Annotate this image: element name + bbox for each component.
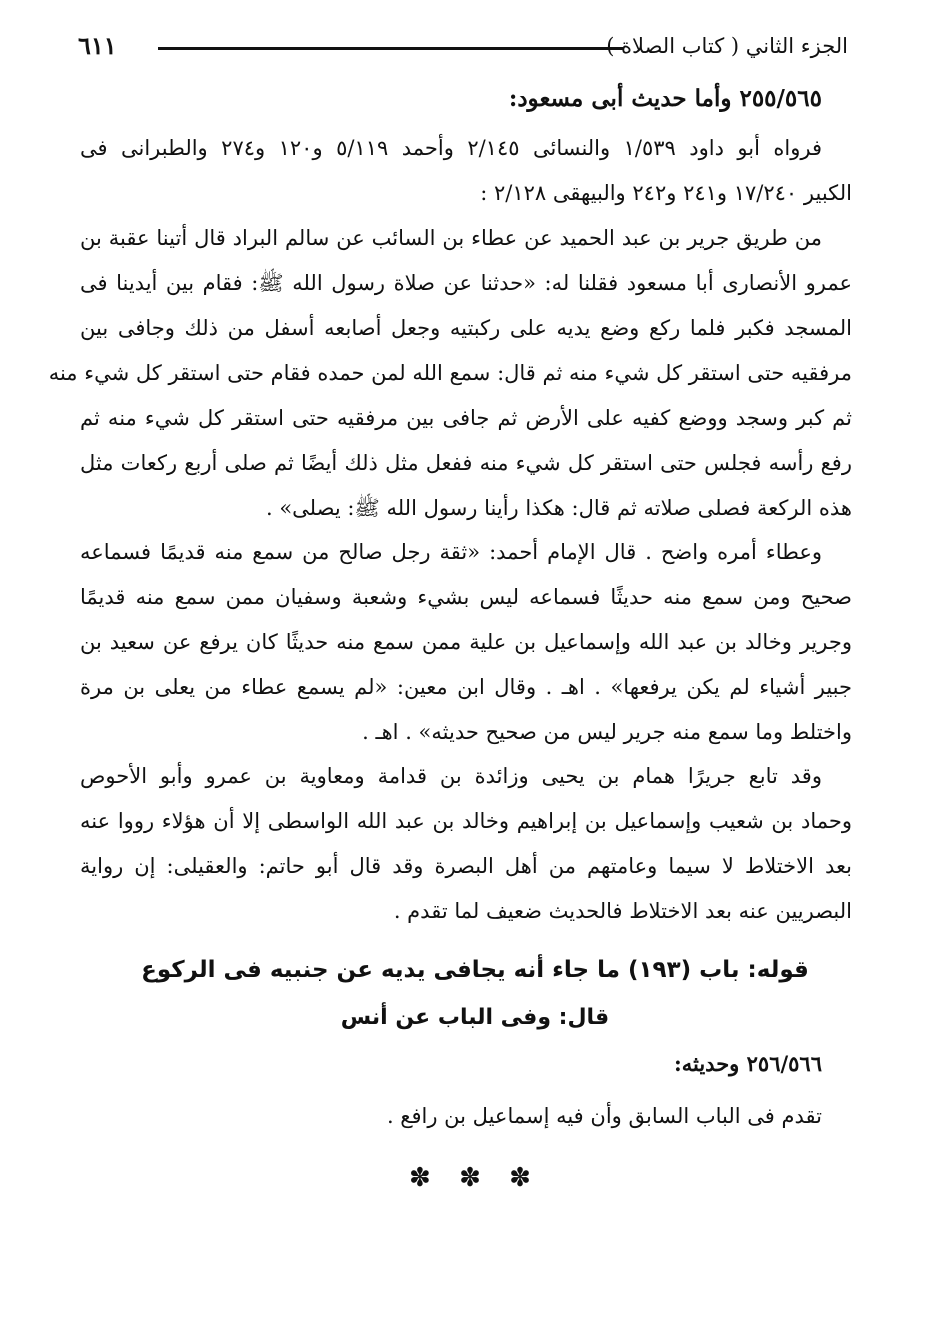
text-line: البصريين عنه بعد الاختلاط فالحديث ضعيف لما تقدم . bbox=[393, 899, 852, 923]
ata-paragraph bbox=[80, 530, 852, 755]
text-line: وقد تابع جريرًا همام بن يحيى وزائدة بن قدامة ومعاوية بن عمرو وأبو الأحوص bbox=[80, 764, 822, 788]
text-line: المسجد فكبر فلما ركع وضع يديه على ركبتيه وجعل أصابعه أسفل من ذلك وجافى بين bbox=[80, 316, 852, 340]
text-line: وجرير وخالد بن عبد الله وإسماعيل بن علية ممن سمع منه حديثًا كان يرفع عن سعيد بن bbox=[80, 630, 852, 654]
text-line: من طريق جرير بن عبد الحميد عن عطاء بن السائب عن سالم البراد قال أتينا عقبة بن bbox=[80, 226, 822, 250]
text-line: ثم كبر وسجد ووضع كفيه على الأرض ثم جافى بين مرفقيه حتى استقر كل شيء منه ثم bbox=[80, 406, 852, 430]
page-number: ٦١١ bbox=[78, 31, 117, 60]
hadith-566-heading: ٢٥٦/٥٦٦ وحديثه: bbox=[673, 1051, 822, 1076]
text-line: وعطاء أمره واضح . قال الإمام أحمد: «ثقة رجل صالح من سمع منه قديمًا فسماعه bbox=[80, 540, 822, 564]
hadith-565-heading: ٢٥٥/٥٦٥ وأما حديث أبى مسعود: bbox=[508, 85, 822, 112]
running-title: الجزء الثاني ( كتاب الصلاة ) bbox=[606, 34, 848, 58]
text-line: جبير أشياء لم يكن يرفعها» . اهـ . وقال ابن معين: «لم يسمع عطاء من يعلى بن مرة bbox=[80, 675, 852, 699]
takhrij-paragraph bbox=[80, 126, 852, 216]
header-rule bbox=[158, 47, 623, 50]
isnad-paragraph bbox=[48, 216, 852, 531]
text-line: مرفقيه حتى استقر كل شيء منه ثم قال: سمع الله لمن حمده فقام حتى استقر كل شيء منه bbox=[48, 361, 852, 385]
text-line: وحماد بن شعيب وإسماعيل بن إبراهيم وخالد بن عبد الله الواسطى إلا أن هؤلاء رووا عنه bbox=[80, 809, 852, 833]
text-line: فرواه أبو داود ١/٥٣٩ والنسائى ٢/١٤٥ وأحمد ٥/١١٩ و١٢٠ و٢٧٤ والطبرانى فى bbox=[80, 136, 822, 160]
mutaba-paragraph bbox=[80, 754, 852, 934]
text-line: عمرو الأنصارى أبا مسعود فقلنا له: «حدثنا عن صلاة رسول الله ﷺ: فقام بين أيدينا فى bbox=[80, 271, 852, 295]
text-line: الكبير ١٧/٢٤٠ و٢٤١ و٢٤٢ والبيهقى ٢/١٢٨ : bbox=[480, 181, 852, 205]
page-header bbox=[78, 30, 848, 64]
chapter-subtitle: قال: وفى الباب عن أنس bbox=[340, 1005, 610, 1030]
section-end-ornament: ✽ ✽ ✽ bbox=[409, 1163, 541, 1193]
hadith-566-text: تقدم فى الباب السابق وأن فيه إسماعيل بن رافع . bbox=[386, 1104, 822, 1128]
chapter-title: قوله: باب (١٩٣) ما جاء أنه يجافى يديه عن جنبيه فى الركوع bbox=[141, 957, 809, 983]
text-line: واختلط وما سمع منه جرير ليس من صحيح حديثه» . اهـ . bbox=[362, 720, 852, 744]
text-line: بعد الاختلاط لا سيما وعامتهم من أهل البصرة وقد قال أبو حاتم: والعقيلى: إن رواية bbox=[80, 854, 852, 878]
text-line: صحيح ومن سمع منه حديثًا فسماعه ليس بشيء وشعبة وسفيان ممن سمع منه قديمًا bbox=[80, 585, 852, 609]
text-line: رفع رأسه فجلس حتى استقر كل شيء منه ففعل مثل ذلك أيضًا ثم صلى أربع ركعات مثل bbox=[80, 451, 852, 475]
text-line: هذه الركعة فصلى صلاته ثم قال: هكذا رأينا رسول الله ﷺ: يصلى» . bbox=[265, 496, 852, 520]
